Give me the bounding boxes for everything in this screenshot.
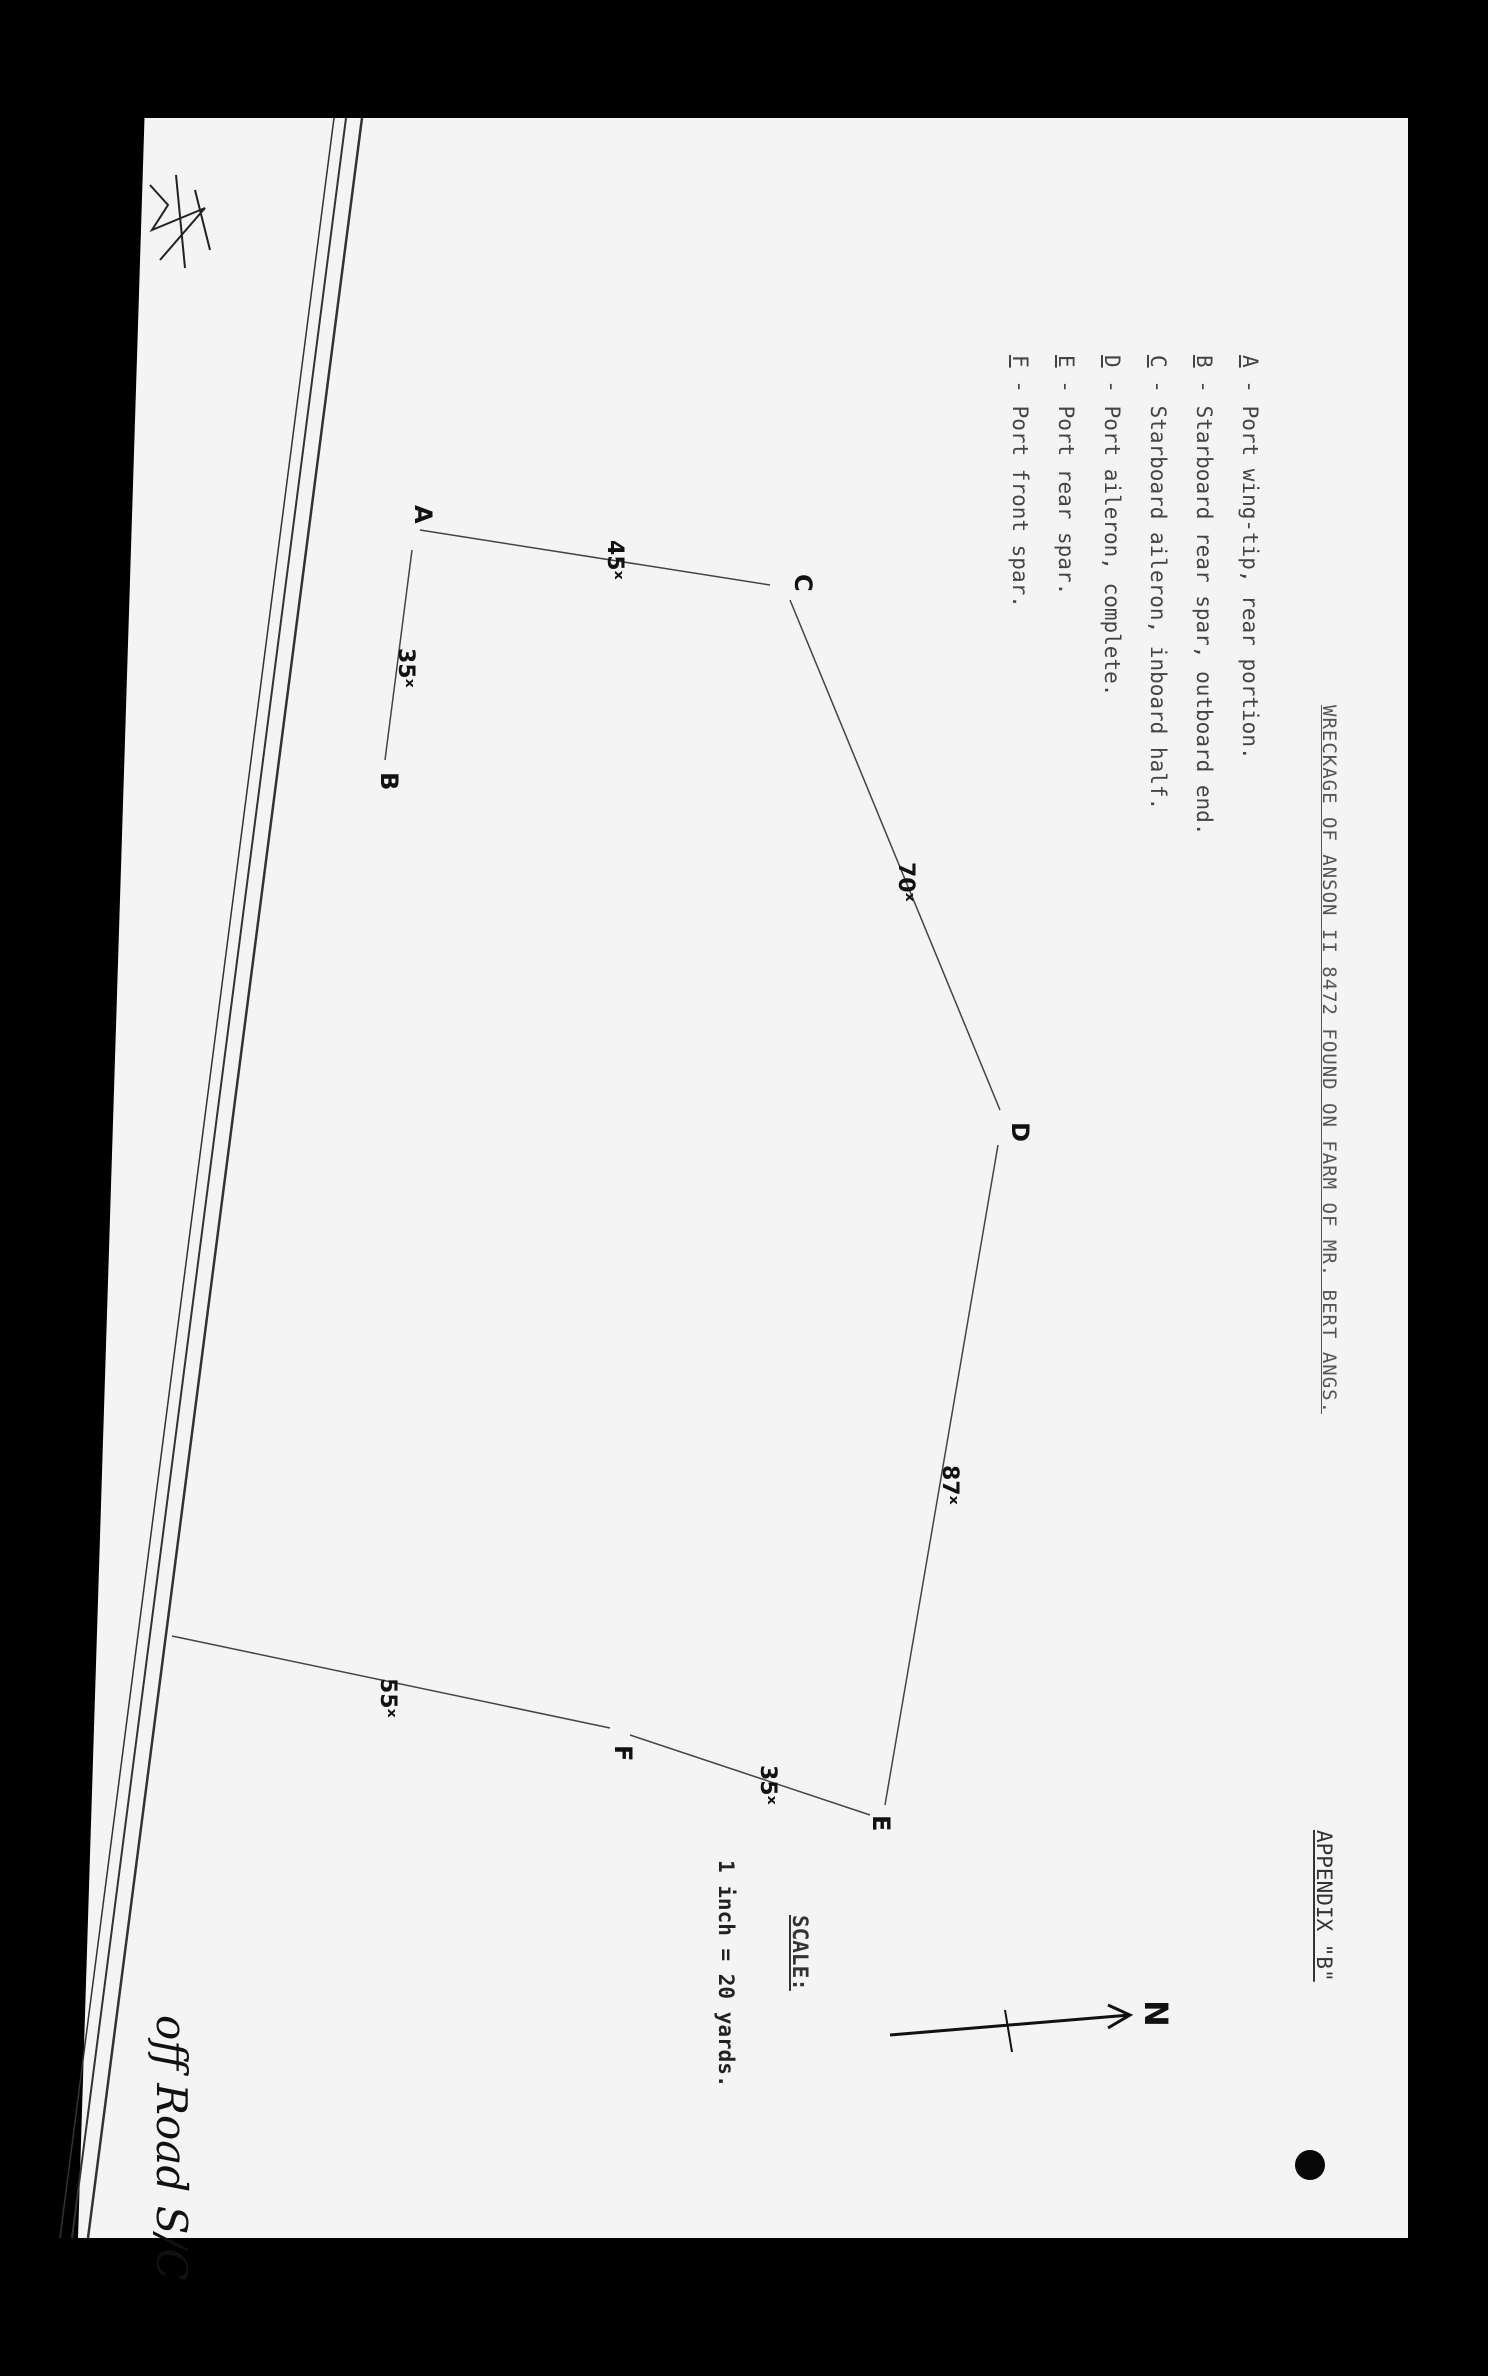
legend-text: Port aileron, complete.	[1100, 405, 1124, 697]
measurement-lines	[172, 530, 1000, 1815]
legend-item-d	[1100, 355, 1124, 696]
legend-item-f	[1008, 355, 1032, 608]
legend-key: C	[1146, 355, 1170, 368]
legend-key: B	[1192, 355, 1216, 368]
legend-key: E	[1054, 355, 1078, 368]
legend-key: A	[1238, 355, 1262, 368]
legend-item-e	[1054, 355, 1078, 595]
legend-separator: -	[1100, 367, 1124, 406]
distance-a-b: 35ˣ	[393, 648, 418, 688]
appendix-label: APPENDIX "B"	[1312, 1830, 1336, 1982]
scale-value: 1 inch = 20 yards.	[714, 1860, 738, 2088]
legend-separator: -	[1146, 367, 1170, 406]
north-arrow	[890, 2005, 1130, 2052]
legend-text: Starboard rear spar, outboard end.	[1192, 405, 1216, 836]
distance-e-f: 35ˣ	[755, 1765, 780, 1805]
point-d: D	[1006, 1122, 1034, 1142]
legend-separator: -	[1054, 367, 1078, 406]
legend-separator: -	[1238, 367, 1262, 406]
legend-item-b	[1192, 355, 1216, 835]
scale-label: SCALE:	[788, 1915, 812, 1991]
point-e: E	[867, 1815, 895, 1832]
legend-key: F	[1008, 355, 1032, 368]
handwritten-annotation: off Road S/C	[147, 2015, 196, 2281]
legend-separator: -	[1008, 367, 1032, 406]
document-title: WRECKAGE OF ANSON II 8472 FOUND ON FARM OF MR. BERT ANGS.	[1318, 705, 1340, 1415]
legend-item-c	[1146, 355, 1170, 810]
legend-text: Starboard aileron, inboard half.	[1146, 405, 1170, 811]
distance-c-d: 70ˣ	[893, 862, 918, 902]
legend-text: Port wing-tip, rear portion.	[1238, 405, 1262, 760]
legend-separator: -	[1192, 367, 1216, 406]
initials-scribble	[150, 175, 210, 268]
north-label: N	[1137, 2000, 1175, 2027]
legend-text: Port front spar.	[1008, 405, 1032, 608]
legend-key: D	[1100, 355, 1124, 368]
distance-d-e: 87ˣ	[937, 1465, 962, 1505]
punch-hole	[1295, 2150, 1325, 2180]
point-f: F	[609, 1745, 637, 1762]
legend-text: Port rear spar.	[1054, 405, 1078, 596]
distance-f-road: 55ˣ	[375, 1678, 400, 1718]
legend-item-a	[1238, 355, 1262, 760]
point-c: C	[789, 574, 817, 592]
distance-a-c: 45ˣ	[602, 540, 627, 580]
point-a: A	[409, 505, 437, 524]
point-b: B	[375, 772, 403, 791]
road-lines	[60, 118, 362, 2238]
